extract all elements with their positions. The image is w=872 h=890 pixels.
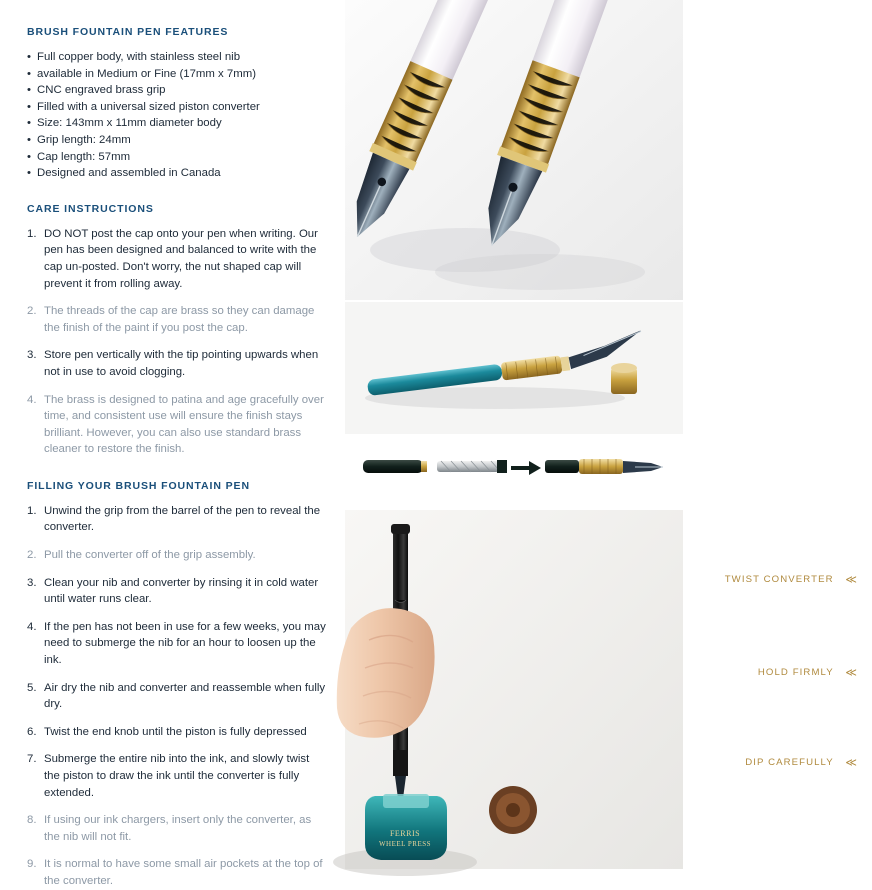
feature-text: Grip length: 24mm [37,133,131,146]
feature-text: Filled with a universal sized piston converter [37,100,260,113]
list-item: Submerge the entire nib into the ink, and slowly twist the piston to draw the ink until the converter is fully extended. [44,753,310,799]
list-item: Air dry the nib and converter and reassemble when fully dry. [44,681,326,711]
list-item: Clean your nib and converter by rinsing it in cold water until water runs clear. [44,576,319,606]
care-steps-list [27,226,327,458]
arrow-left-icon: ≪ [845,574,858,586]
list-item: Store pen vertically with the tip pointing upwards when not in use to avoid clogging. [44,349,319,378]
list-item: It is normal to have some small air pockets at the top of the converter. [44,858,323,887]
list-item: Twist the end knob until the piston is fully depressed [44,725,307,738]
arrow-left-icon: ≪ [845,757,858,769]
features-heading: BRUSH FOUNTAIN PEN FEATURES [27,26,229,38]
list-item: The threads of the cap are brass so they can damage the finish of the paint if you post the cap. [44,305,315,334]
callout-label: TWIST CONVERTER [724,574,834,585]
arrow-left-icon: ≪ [845,667,858,679]
list-item: Pull the converter off of the grip assembly. [44,549,256,562]
callout-label: DIP CAREFULLY [745,757,834,768]
list-item [27,132,327,149]
feature-text: available in Medium or Fine (17mm x 7mm) [37,67,257,80]
pen-parts-photo [345,436,683,506]
nibs-photo [345,0,683,300]
list-item: If using our ink chargers, insert only the converter, as the nib will not fit. [44,814,312,843]
list-item [27,49,327,66]
teal-pen-illustration [345,302,683,434]
hand-dipping-illustration [345,510,683,869]
feature-text: Size: 143mm x 11mm diameter body [37,117,222,130]
feature-text: Designed and assembled in Canada [37,167,221,180]
ink-bottle-label: FERRIS [389,829,421,838]
features-list [27,49,327,182]
feature-text: CNC engraved brass grip [37,84,166,97]
feature-text: Full copper body, with stainless steel nib [37,51,241,63]
list-item [27,82,327,99]
callout-twist-converter [725,572,858,585]
svg-text:WHEEL PRESS: WHEEL PRESS [378,840,432,848]
list-item: DO NOT post the cap onto your pen when writing. Our pen has been designed and balanced to write with the cap un-posted. Don't worry, the nut shaped cap will prevent it from rolling away. [44,227,318,290]
instructions-column [0,0,345,887]
teal-pen-photo [345,302,683,434]
pen-parts-illustration [345,436,683,506]
callout-hold-firmly [758,665,858,678]
list-item [27,165,327,182]
nibs-illustration [345,0,683,300]
hand-dipping-photo [345,510,683,869]
filling-steps-list [27,503,327,890]
list-item-continuation [27,66,327,83]
feature-text: Cap length: 57mm [37,150,131,163]
list-item: Unwind the grip from the barrel of the pen to reveal the converter. [44,504,321,534]
callout-label: HOLD FIRMLY [757,667,834,678]
callout-dip-carefully [745,755,858,768]
list-item [27,99,327,116]
filling-heading: FILLING YOUR BRUSH FOUNTAIN PEN [27,479,250,492]
photo-column [345,0,858,869]
list-item: The brass is designed to patina and age gracefully over time, and consistent use will ensure the finish stays brilliant. However, you can also use standard brass cleaner to restore the finish. [44,393,324,456]
list-item [27,115,327,132]
list-item [27,149,327,166]
care-heading: CARE INSTRUCTIONS [27,202,154,215]
callout-labels [690,510,872,869]
list-item: If the pen has not been in use for a few weeks, you may need to submerge the nib for an hour to loosen up the ink. [44,620,326,667]
